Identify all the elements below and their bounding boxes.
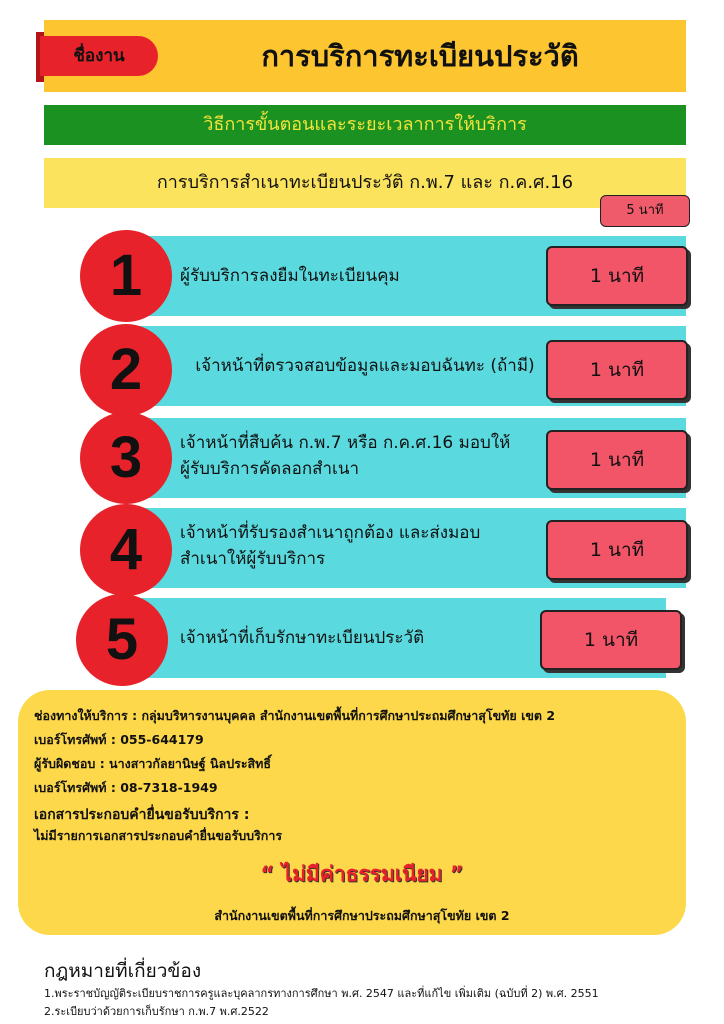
phone-mobile: เบอร์โทรศัพท์ : 08-7318-1949	[34, 780, 218, 795]
step-4-number: 4	[80, 504, 172, 596]
step-2-time: 1 นาที	[546, 340, 688, 400]
step-2-text: เจ้าหน้าที่ตรวจสอบข้อมูลและมอบฉันทะ (ถ้ามี)	[195, 356, 535, 376]
law-item-2: 2.ระเบียบว่าด้วยการเก็บรักษา ก.พ.7 พ.ศ.2522	[44, 1005, 269, 1018]
step-1-time: 1 นาที	[546, 246, 688, 306]
step-1-text: ผู้รับบริการลงยืมในทะเบียนคุม	[180, 266, 400, 286]
documents-value: ไม่มีรายการเอกสารประกอบคำยื่นขอรับบริการ	[34, 828, 283, 843]
step-3-text: เจ้าหน้าที่สืบค้น ก.พ.7 หรือ ก.ค.ศ.16 มอบให้ผู้รับบริการคัดลอกสำเนา	[180, 433, 511, 479]
step-5-number: 5	[76, 594, 168, 686]
job-name-tag: ชื่องาน	[40, 36, 158, 76]
total-time-badge: 5 นาที	[600, 195, 690, 227]
law-item-1: 1.พระราชบัญญัติระเบียบราชการครูและบุคลากรทางการศึกษา พ.ศ. 2547 และที่แก้ไข เพิ่มเติม (ฉบับที่ 2) พ.ศ. 2551	[44, 987, 599, 1000]
step-3-time: 1 นาที	[546, 430, 688, 490]
step-4-text: เจ้าหน้าที่รับรองสำเนาถูกต้อง และส่งมอบสำเนาให้ผู้รับบริการ	[180, 523, 481, 569]
phone-office: เบอร์โทรศัพท์ : 055-644179	[34, 732, 204, 747]
step-3-number: 3	[80, 412, 172, 504]
step-5-time: 1 นาที	[540, 610, 682, 670]
documents-label: เอกสารประกอบคำยื่นขอรับบริการ :	[34, 807, 250, 823]
responsible-person: ผู้รับผิดชอบ : นางสาวกัลยานิษฐ์ นิลประสิทธิ์	[34, 756, 272, 771]
service-channel: ช่องทางให้บริการ : กลุ่มบริหารงานบุคคล สำนักงานเขตพื้นที่การศึกษาประถมศึกษาสุโขทัย เขต 2	[34, 708, 556, 723]
fee-notice: “ ไม่มีค่าธรรมเนียม ”	[260, 862, 464, 886]
procedure-subtitle: วิธีการขั้นตอนและระยะเวลาการให้บริการ	[44, 105, 686, 145]
laws-title: กฎหมายที่เกี่ยวข้อง	[44, 960, 202, 982]
office-name: สำนักงานเขตพื้นที่การศึกษาประถมศึกษาสุโขทัย เขต 2	[214, 908, 510, 923]
step-1-number: 1	[80, 230, 172, 322]
step-4-time: 1 นาที	[546, 520, 688, 580]
step-2-number: 2	[80, 324, 172, 416]
step-5-text: เจ้าหน้าที่เก็บรักษาทะเบียนประวัติ	[180, 628, 425, 648]
page-title: การบริการทะเบียนประวัติ	[261, 39, 579, 73]
service-name: การบริการสำเนาทะเบียนประวัติ ก.พ.7 และ ก.ค.ศ.16	[44, 158, 686, 208]
